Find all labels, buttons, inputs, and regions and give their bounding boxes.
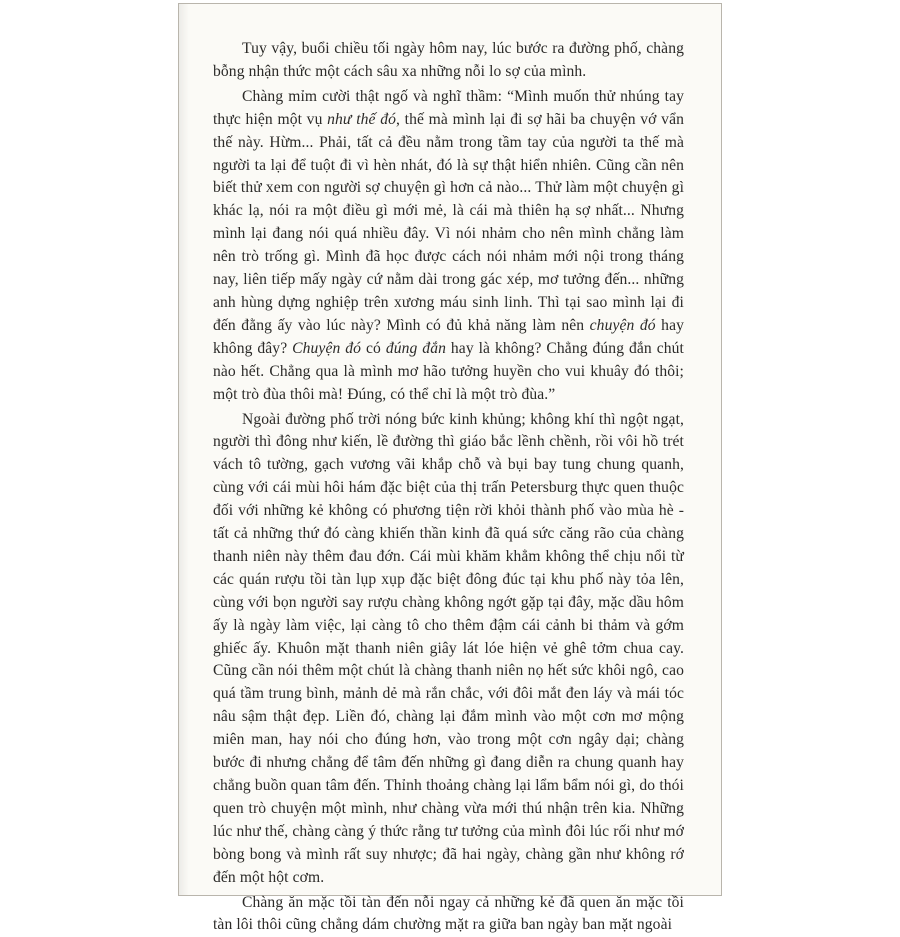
text-run: Ngoài đường phố trời nóng bức kinh khủng; không khí thì ngột ngạt, người thì đông như kiến, lề đường thì giáo bắc lềnh chềnh, rồi vôi hồ trét vách tô tường, gạch vương vãi khắp chỗ và bụi bay tung chung quanh, cùng với cái mùi hôi hám đặc biệt của thị trấn Petersburg thực quen thuộc đối với những kẻ không có phương tiện rời khỏi thành phố vào mùa hè - tất cả những thứ đó càng khiến thần kinh đã quá sức căng rão của chàng thanh niên này thêm đau đớn. Cái mùi khăm khẳm không thể chịu nổi từ các quán rượu tồi tàn lụp xụp đặc biệt đông đúc tại khu phố này tỏa lên, cùng với bọn người say rượu chàng không ngớt gặp tại đây, mặc dầu hôm ấy là ngày làm việc, lại càng tô cho thêm đậm cái cảnh bi thảm và gớm ghiếc ấy. Khuôn mặt thanh niên giây lát lóe hiện vẻ ghê tởm chua cay. Cũng cần nói thêm một chút là chàng thanh niên nọ hết sức khôi ngô, cao quá tầm trung bình, mảnh dẻ mà rắn chắc, với đôi mắt đen láy và mái tóc nâu sậm thật đẹp. Liền đó, chàng lại đắm mình vào một cơn mơ mộng miên man, hay nói cho đúng hơn, vào trong một cơn ngây dại; chàng bước đi nhưng chẳng để tâm đến những gì đang diễn ra chung quanh hay chẳng buồn quan tâm đến. Thỉnh thoảng chàng lại lẩm bẩm nói gì, do thói quen trò chuyện một mình, như chàng vừa mới thú nhận trên kia. Những lúc như thế, chàng càng ý thức rằng tư tưởng của mình đôi lúc rối như mớ bòng bong và mình rất suy nhược; đã hai ngày, chàng gần như không rớ đến một hột cơm. [213,410,684,886]
paragraph [213,892,684,937]
paragraph [213,38,684,84]
text-run: Chàng mỉm cười thật ngố và nghĩ thầm: “Mình muốn thử nhúng tay thực hiện một vụ [213,87,684,128]
italic-text-run: Chuyện đó [292,339,362,357]
italic-text-run: như thế đó [327,110,397,128]
book-page [178,3,722,934]
paragraph [213,86,684,407]
paragraph [213,409,684,890]
text-run: , thế mà mình lại đi sợ hãi ba chuyện vớ vẩn thế này. Hừm... Phải, tất cả đều nằm trong tầm tay của người ta thế mà người ta lại để tuột đi vì hèn nhát, đó là sự thật hiển nhiên. Cũng cần nên biết thử xem con người sợ chuyện gì hơn cả nào... Thử làm một chuyện gì khác lạ, nói ra một điều gì mới mẻ, là cái mà thiên hạ sợ nhất... Nhưng mình lại đang nói quá nhiều đây. Vì nói nhảm cho nên mình chẳng làm nên trò trống gì. Mình đã học được cách nói nhảm mới nội trong tháng nay, liên tiếp mấy ngày cứ nằm dài trong gác xép, mơ tưởng đến... những anh hùng dựng nghiệp trên xương máu sinh linh. Thì tại sao mình lại đi đến đằng ấy vào lúc này? Mình có đủ khả năng làm nên [213,110,684,334]
text-run: Tuy vậy, buổi chiều tối ngày hôm nay, lúc bước ra đường phố, chàng bỗng nhận thức một cách sâu xa những nỗi lo sợ của mình. [213,40,684,80]
italic-text-run: đúng đắn [385,339,446,357]
text-run: hay không đây? [213,316,684,357]
italic-text-run: chuyện đó [589,316,656,334]
text-run: hay là không? Chẳng đúng đắn chút nào hết. Chẳng qua là mình mơ hão tưởng huyền cho vui khuây đó thôi; một trò đùa thôi mà! Đúng, có thể chỉ là một trò đùa.” [213,339,684,403]
page-gutter-shadow [179,4,189,895]
text-run: Chàng ăn mặc tồi tàn đến nỗi ngay cả những kẻ đã quen ăn mặc tồi tàn lôi thôi cũng chẳng dám chường mặt ra giữa ban ngày ban mặt ngoài [213,893,684,934]
page-body-text [213,38,684,937]
text-run: có [361,339,386,357]
